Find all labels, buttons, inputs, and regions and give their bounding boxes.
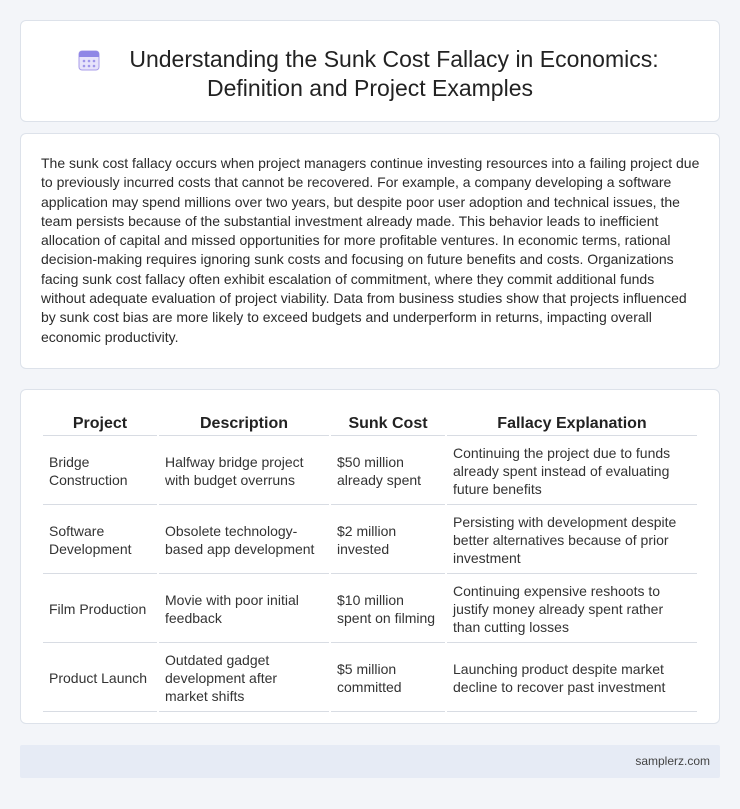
- cell-fallacy-explanation: Launching product despite market decline to recover past investment: [447, 645, 697, 712]
- cell-description: Obsolete technology-based app development: [159, 507, 329, 574]
- table-row: [43, 645, 697, 712]
- header-project: Project: [43, 412, 157, 436]
- cell-description: Movie with poor initial feedback: [159, 576, 329, 643]
- footer-site-link[interactable]: samplerz.com: [635, 754, 710, 768]
- title-line-1: Understanding the Sunk Cost Fallacy in Economics:: [129, 46, 659, 72]
- summary-card: [20, 133, 720, 369]
- cell-description: Halfway bridge project with budget overruns: [159, 438, 329, 505]
- cell-sunk-cost: $10 million spent on filming: [331, 576, 445, 643]
- title-line-2: Definition and Project Examples: [207, 75, 533, 101]
- cell-sunk-cost: $5 million committed: [331, 645, 445, 712]
- header-description: Description: [159, 412, 329, 436]
- page-title: [21, 45, 719, 103]
- table-row: [43, 438, 697, 505]
- header-fallacy-explanation: Fallacy Explanation: [447, 412, 697, 436]
- header-sunk-cost: Sunk Cost: [331, 412, 445, 436]
- cell-project: Bridge Construction: [43, 438, 157, 505]
- cell-project: Film Production: [43, 576, 157, 643]
- calendar-icon: [77, 48, 101, 72]
- cell-project: Product Launch: [43, 645, 157, 712]
- summary-text: The sunk cost fallacy occurs when project managers continue investing resources into a failing project due to previously incurred costs that cannot be recovered. For example, a company developing a software application may spend millions over two years, but despite poor user adoption and technical issues, the team persists because of the substantial investment already made. This behavior leads to inefficient allocation of capital and missed opportunities for more profitable ventures. In economic terms, rational decision-making requires ignoring sunk costs and focusing on future benefits and costs. Organizations facing sunk cost fallacy often exhibit escalation of commitment, where they commit additional funds without adequate evaluation of project viability. Data from business studies show that projects influenced by sunk cost bias are more likely to exceed budgets and underperform in returns, impacting overall economic productivity.: [41, 155, 700, 345]
- footer: [20, 745, 720, 778]
- cell-project: Software Development: [43, 507, 157, 574]
- cell-description: Outdated gadget development after market shifts: [159, 645, 329, 712]
- cell-fallacy-explanation: Continuing expensive reshoots to justify money already spent rather than cutting losses: [447, 576, 697, 643]
- cell-sunk-cost: $50 million already spent: [331, 438, 445, 505]
- table-header-row: [43, 412, 697, 436]
- table-row: [43, 507, 697, 574]
- table-card: [20, 389, 720, 724]
- cell-fallacy-explanation: Persisting with development despite better alternatives because of prior investment: [447, 507, 697, 574]
- examples-table: [41, 410, 699, 714]
- header-card: [20, 20, 720, 122]
- table-row: [43, 576, 697, 643]
- cell-fallacy-explanation: Continuing the project due to funds already spent instead of evaluating future benefits: [447, 438, 697, 505]
- cell-sunk-cost: $2 million invested: [331, 507, 445, 574]
